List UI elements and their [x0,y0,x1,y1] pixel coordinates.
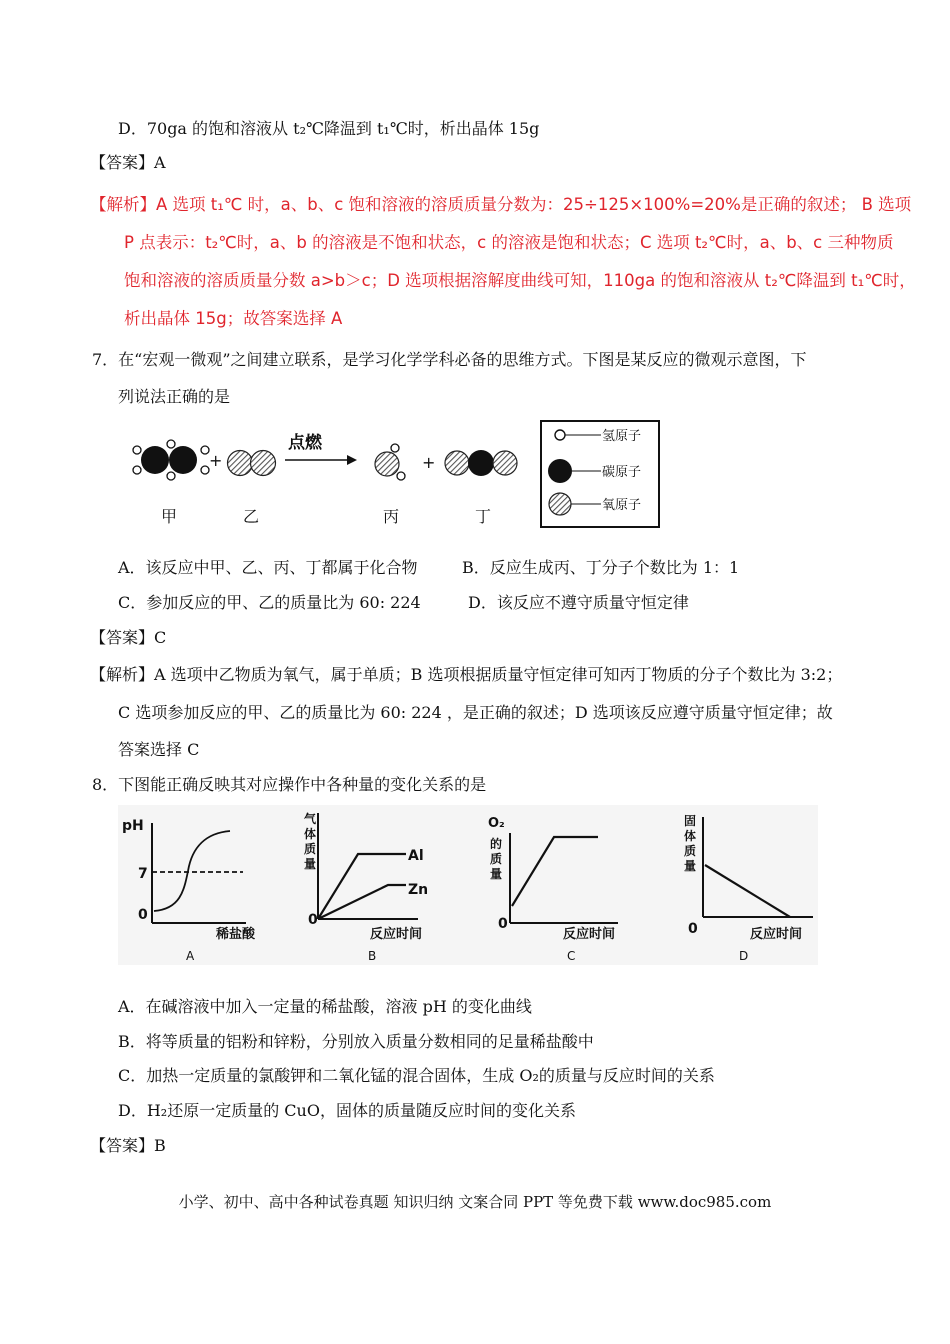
reaction-micro-diagram [125,418,665,533]
svg-text:质: 质 [304,842,317,856]
label-ding: 丁 [475,507,492,526]
q7-option-c: C．参加反应的甲、乙的质量比为 60: 224 [118,593,421,612]
q8-option-c: C．加热一定质量的氯酸钾和二氧化锰的混合固体，生成 O₂的质量与反应时间的关系 [118,1066,715,1085]
molecule-yi [228,451,276,476]
label-bing: 丙 [383,507,400,526]
q8-answer: 【答案】B [90,1136,166,1155]
svg-text:体: 体 [684,829,697,843]
q7-answer: 【答案】C [90,628,167,647]
svg-text:0: 0 [688,921,698,937]
page-footer: 小学、初中、高中各种试卷真题 知识归纳 文案合同 PPT 等免费下载 www.doc985.com [178,1193,772,1211]
q6-answer: 【答案】A [90,153,166,172]
svg-text:反应时间: 反应时间 [750,927,803,942]
label-yi: 乙 [243,507,260,526]
svg-text:C: C [567,949,576,963]
svg-text:A: A [186,949,195,963]
svg-text:O₂: O₂ [488,816,505,831]
svg-text:量: 量 [490,867,503,881]
svg-text:的: 的 [490,837,503,851]
q7-option-b: B．反应生成丙、丁分子个数比为 1：1 [462,558,740,577]
svg-text:0: 0 [308,912,318,928]
svg-text:Zn: Zn [408,882,429,898]
reaction-condition: 点燃 [288,433,322,453]
q6-analysis-line-3: 饱和溶液的溶质质量分数 a>b＞c；D 选项根据溶解度曲线可知，110ga 的饱和溶液从 t₂℃降温到 t₁℃时， [124,271,916,290]
q6-analysis-line-4: 析出晶体 15g；故答案选择 A [124,309,343,328]
svg-text:+: + [209,451,223,470]
svg-text:量: 量 [304,857,317,871]
q6-option-d: D．70ga 的饱和溶液从 t₂℃降温到 t₁℃时，析出晶体 15g [118,119,540,138]
q7-stem-line-2: 列说法正确的是 [118,387,231,406]
q6-analysis-line-1: 【解析】A 选项 t₁℃ 时，a、b、c 饱和溶液的溶质质量分数为：25÷125×100%=20%是正确的叙述； B 选项 [90,195,912,214]
svg-text:质: 质 [684,844,697,858]
legend-hydrogen: 氢原子 [602,429,642,444]
svg-text:D: D [739,949,749,963]
q8-stem: 8．下图能正确反映其对应操作中各种量的变化关系的是 [92,775,487,794]
svg-text:Al: Al [408,848,424,864]
q8-option-b: B．将等质量的铝粉和锌粉，分别放入质量分数相同的足量稀盐酸中 [118,1032,594,1051]
molecule-jia [133,440,209,480]
q7-option-d: D．该反应不遵守质量守恒定律 [468,593,689,612]
legend-oxygen: 氧原子 [602,498,642,513]
q6-analysis-line-2: P 点表示：t₂℃时，a、b 的溶液是不饱和状态，c 的溶液是饱和状态；C 选项 t₂℃时，a、b、c 三种物质 [124,233,894,252]
q7-stem-line-1: 7．在“宏观一微观”之间建立联系，是学习化学学科必备的思维方式。下图是某反应的微观示意图，下 [92,350,807,369]
q8-graphs [118,805,818,965]
q7-analysis-line-3: 答案选择 C [118,740,200,759]
svg-text:B: B [368,949,377,963]
svg-text:反应时间: 反应时间 [370,927,423,942]
svg-text:稀盐酸: 稀盐酸 [216,927,256,942]
molecule-bing [375,444,405,480]
svg-text:反应时间: 反应时间 [563,927,616,942]
atom-legend [541,421,659,527]
svg-text:体: 体 [304,827,317,841]
label-jia: 甲 [161,507,178,526]
q6-analysis-label: 【解析】 [90,195,156,214]
svg-text:+: + [422,453,436,472]
legend-carbon: 碳原子 [602,465,642,480]
svg-text:0: 0 [498,916,508,932]
q8-option-d: D．H₂还原一定质量的 CuO，固体的质量随反应时间的变化关系 [118,1101,576,1120]
svg-text:气: 气 [304,812,317,826]
svg-text:量: 量 [684,859,697,873]
svg-text:固: 固 [684,814,697,828]
svg-text:7: 7 [138,866,148,882]
q7-option-a: A．该反应中甲、乙、丙、丁都属于化合物 [118,558,418,577]
molecule-ding [445,450,517,476]
svg-text:pH: pH [122,818,144,834]
svg-text:质: 质 [490,852,503,866]
svg-text:0: 0 [138,907,148,923]
q8-option-a: A．在碱溶液中加入一定量的稀盐酸，溶液 pH 的变化曲线 [118,997,532,1016]
q7-analysis-line-2: C 选项参加反应的甲、乙的质量比为 60: 224 ，是正确的叙述；D 选项该反应遵守质量守恒定律；故 [118,703,833,722]
q7-analysis-line-1: 【解析】A 选项中乙物质为氧气，属于单质；B 选项根据质量守恒定律可知丙丁物质的分子个数比为 3:2； [90,665,843,684]
